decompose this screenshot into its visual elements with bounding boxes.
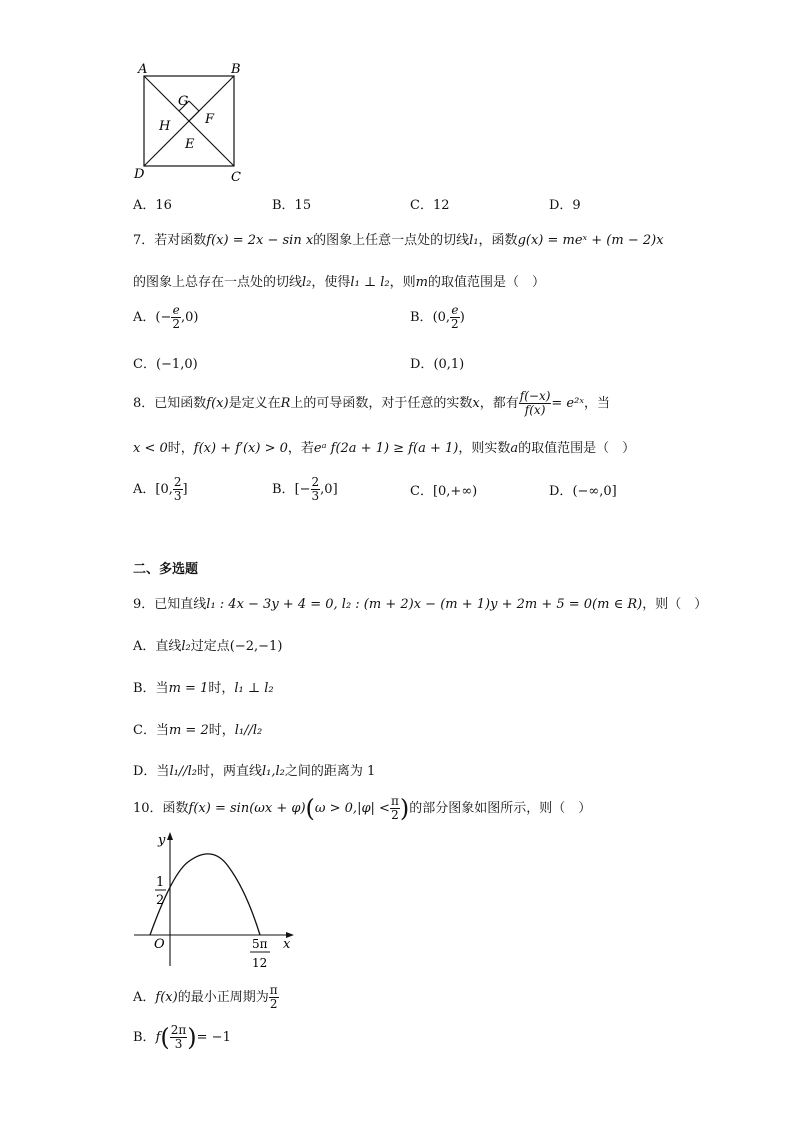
label-d: D	[134, 167, 145, 182]
square-figure	[128, 58, 258, 188]
zero-denominator: 12	[252, 956, 268, 970]
q9-stem: 9．已知直线l₁ : 4x − 3y + 4 = 0, l₂ : (m + 2)x − (m + 1)y + 2m + 5 = 0(m ∈ R)，则（ ）	[133, 597, 708, 612]
q6-option-c: C．12	[410, 198, 450, 213]
section-heading-multiple-choice: 二、多选题	[133, 562, 199, 577]
label-f: F	[205, 112, 215, 127]
q9-option-c: C．当m = 2时，l₁//l₂	[133, 723, 263, 738]
label-e: E	[185, 137, 195, 152]
q7-option-c: C．(−1,0)	[133, 357, 198, 372]
q7-option-a: A．(− $\frac{e}{2}$ ,0)	[133, 303, 199, 331]
q9-option-b: B．当m = 1时，l₁ ⊥ l₂	[133, 681, 274, 696]
q8-stem-line2: x < 0时，f(x) + f′(x) > 0，若eᵃ f(2a + 1) ≥ f(a + 1)，则实数a的取值范围是（ ）	[133, 441, 636, 456]
q8-option-a: A．[0, $\frac{2}{3}$ ]	[133, 475, 188, 503]
label-c: C	[231, 170, 241, 185]
q7-option-d: D．(0,1)	[410, 357, 465, 372]
half-numerator: 1	[156, 875, 165, 890]
q6-option-d: D．9	[549, 198, 581, 213]
q10-option-a: A．f(x)的最小正周期为 $\frac{\pi}{2}$	[133, 983, 278, 1011]
axis-x-label: x	[283, 937, 291, 952]
label-a: A	[138, 62, 148, 77]
sine-graph	[128, 826, 308, 976]
q8-stem-line1: 8．已知函数f(x)是定义在R上的可导函数，对于任意的实数x，都有 $\frac{f(-x)}{f(x)}$ = e²ˣ，当	[133, 389, 610, 417]
q6-option-a: A．16	[133, 198, 172, 213]
q7-option-b: B．(0, $\frac{e}{2}$ )	[410, 303, 465, 331]
q8-option-d: D．(−∞,0]	[549, 484, 617, 499]
label-b: B	[231, 62, 241, 77]
q9-option-d: D．当l₁//l₂时，两直线l₁,l₂之间的距离为 1	[133, 764, 376, 779]
q8-option-c: C．[0,+∞)	[410, 484, 478, 499]
q7-stem-line2: 的图象上总存在一点处的切线l₂，使得l₁ ⊥ l₂，则m的取值范围是（ ）	[133, 275, 545, 290]
half-denominator: 2	[156, 893, 165, 908]
q6-option-b: B．15	[272, 198, 312, 213]
q9-option-a: A．直线l₂过定点(−2,−1)	[133, 639, 283, 654]
label-h: H	[159, 119, 171, 134]
axis-y-label: y	[158, 833, 166, 848]
label-g: G	[178, 94, 189, 109]
origin-label: O	[154, 937, 165, 952]
q8-option-b: B．[− $\frac{2}{3}$ ,0]	[272, 475, 338, 503]
q10-option-b: B．f( $\frac{2\pi}{3}$ )= −1	[133, 1023, 231, 1052]
q7-stem-line1: 7．若对函数f(x) = 2x − sin x的图象上任意一点处的切线l₁，函数g(x) = meˣ + (m − 2)x	[133, 233, 664, 248]
zero-numerator: 5π	[252, 937, 268, 951]
q10-stem: 10．函数f(x) = sin(ωx + φ)(ω > 0,|φ| < $\frac{\pi}{2}$ )的部分图象如图所示，则（ ）	[133, 794, 592, 823]
